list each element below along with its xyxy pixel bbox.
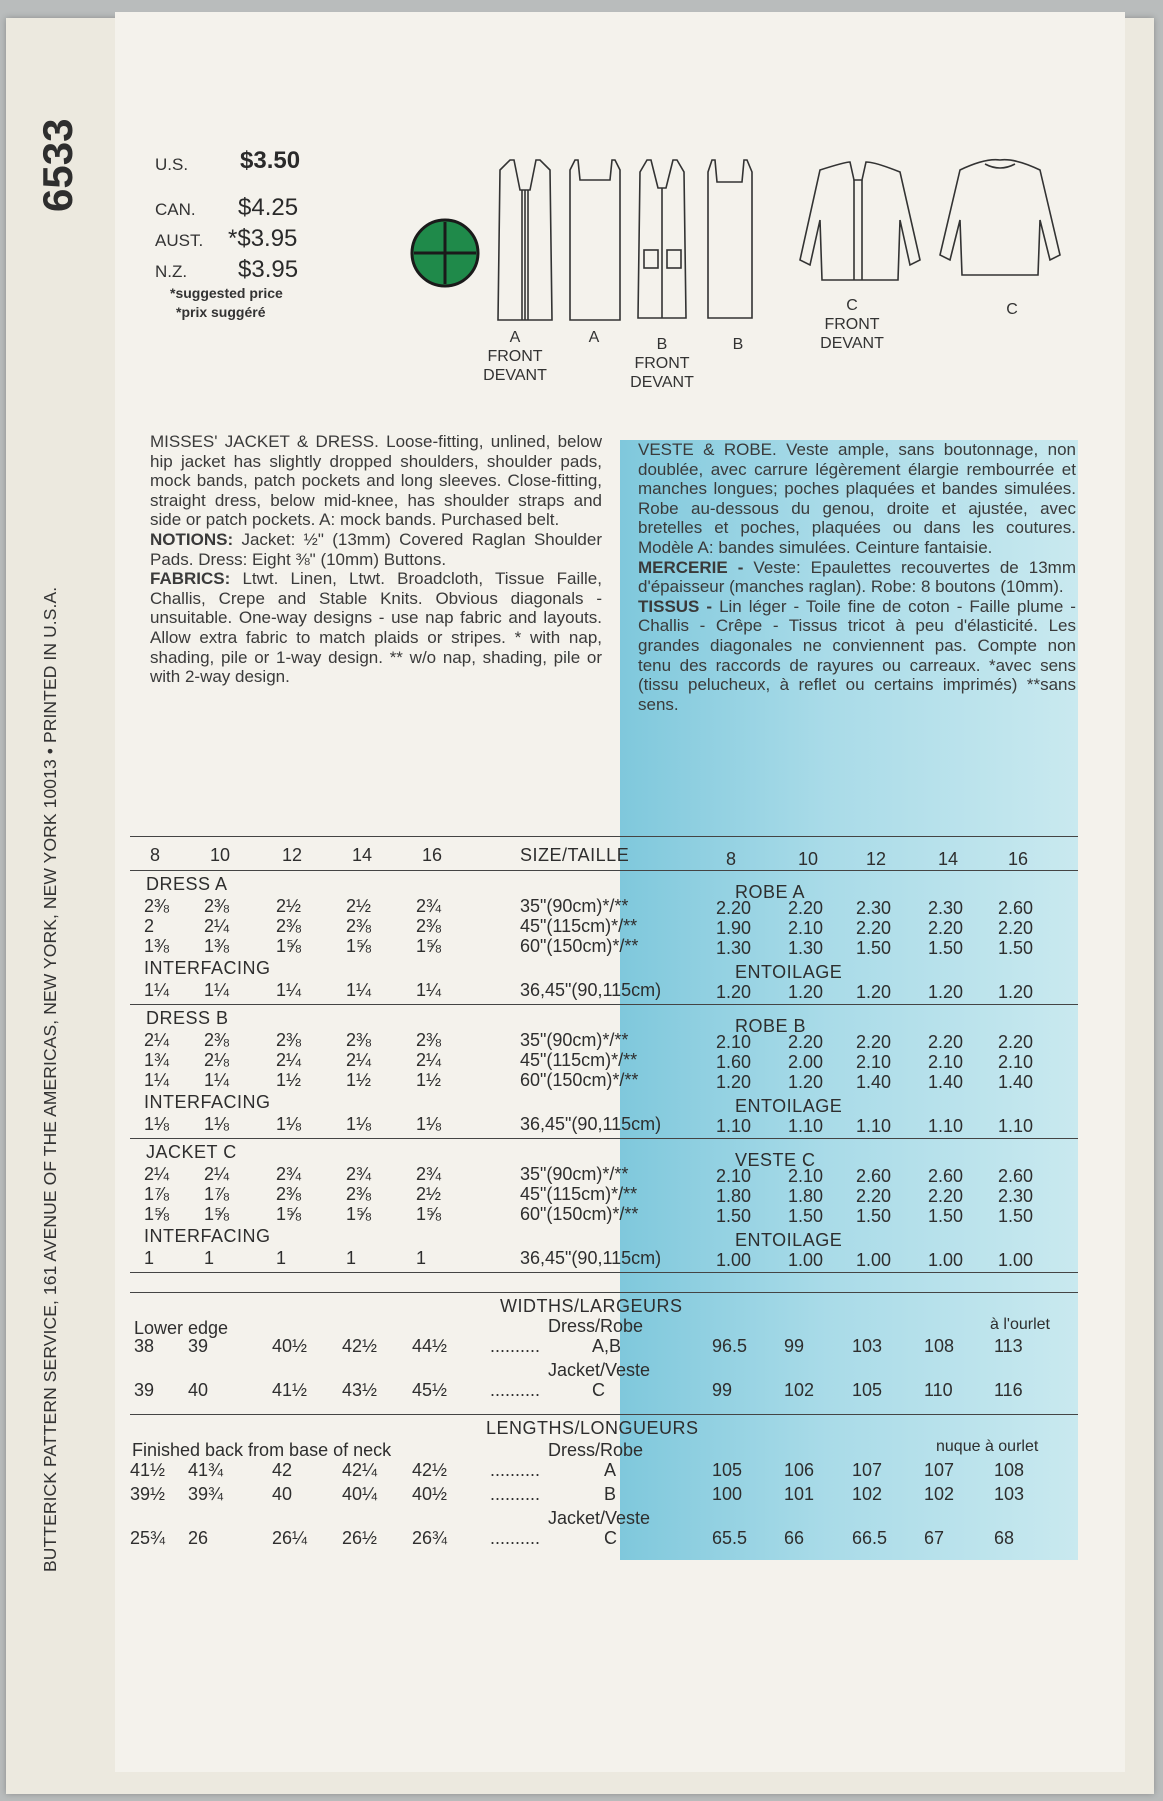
yardage-metric-cell: 1.50 [998, 1206, 1034, 1226]
yardage-imperial-cell: 2¾ [416, 1164, 442, 1184]
widths-metric-cell: 113 [994, 1336, 1023, 1356]
yardage-imperial-cell: 1⅞ [204, 1184, 230, 1204]
price-value-can: $4.25 [238, 194, 299, 221]
lengths-metric-cell: 103 [994, 1484, 1025, 1504]
yardage-imperial-cell: 2⅜ [276, 1030, 302, 1050]
dress-b-back-drawing [708, 160, 752, 318]
widths-left-note: Lower edge [134, 1318, 229, 1338]
section-label-fr: ROBE A [735, 882, 806, 902]
widths-metric-cell: 99 [712, 1380, 733, 1400]
yardage-imperial-cell: 2¼ [204, 1164, 230, 1184]
yardage-imperial-cell: 2⅛ [204, 1050, 230, 1070]
interfacing-imperial-cell: 1¼ [416, 980, 442, 1000]
yardage-metric-cell: 2.20 [856, 1032, 892, 1052]
interfacing-metric-cell: 1.00 [856, 1250, 892, 1270]
yardage-imperial-cell: 2¼ [416, 1050, 442, 1070]
widths-imperial-cell: 43½ [342, 1380, 378, 1400]
lengths-imperial-cell: 41½ [130, 1460, 166, 1480]
leader-dots: .......... [490, 1528, 541, 1548]
dress-b-front-drawing [638, 160, 686, 318]
yardage-imperial-cell: 1⅝ [204, 1204, 230, 1224]
section-label-fr: VESTE C [735, 1150, 816, 1170]
description-en-body: Loose-fitting, unlined, below hip jacket has slightly dropped shoulders, shoulder pads, mock bands, patch pockets and long sleeves. Close-fitting, straight dress, below mid-knee, has shoulder straps and side or patch pockets. A: mock bands. Purchased belt. [150, 432, 602, 530]
lengths-metric-cell: 105 [712, 1460, 743, 1480]
yardage-imperial-cell: 2⅜ [276, 1184, 302, 1204]
interfacing-imperial-cell: 1¼ [144, 980, 170, 1000]
yardage-metric-cell: 2.60 [998, 1166, 1034, 1186]
yardage-metric-cell: 1.30 [716, 938, 752, 958]
yardage-metric-cell: 2.10 [788, 918, 824, 938]
yardage-metric-cell: 2.10 [788, 1166, 824, 1186]
yardage-imperial-cell: 2¾ [276, 1164, 302, 1184]
lengths-metric-cell: 108 [994, 1460, 1025, 1480]
interfacing-metric-cell: 1.00 [716, 1250, 752, 1270]
section-divider [130, 1004, 1078, 1005]
size-header-metric: 10 [798, 849, 819, 869]
yardage-imperial-cell: 2¾ [416, 896, 442, 916]
yardage-metric-cell: 2.20 [998, 1032, 1034, 1052]
yardage-metric-cell: 1.50 [928, 1206, 964, 1226]
yardage-metric-cell: 2.20 [928, 1032, 964, 1052]
interfacing-label-fr: ENTOILAGE [735, 1230, 843, 1250]
yardage-imperial-cell: 1⅝ [276, 1204, 302, 1224]
widths-metric-cell: 105 [852, 1380, 883, 1400]
interfacing-metric-cell: 1.10 [928, 1116, 964, 1136]
lengths-top-rule [130, 1414, 1078, 1415]
lengths-metric-cell: 100 [712, 1484, 743, 1504]
section-divider [130, 1272, 1078, 1273]
yardage-imperial-cell: 2¾ [346, 1164, 372, 1184]
description-fr-title: VESTE & ROBE. [638, 440, 777, 459]
lengths-imperial-cell: 26 [188, 1528, 209, 1548]
interfacing-label-fr: ENTOILAGE [735, 1096, 843, 1116]
interfacing-metric-cell: 1.20 [716, 982, 752, 1002]
price-label-us: U.S. [155, 155, 189, 174]
interfacing-label-en: INTERFACING [144, 958, 271, 978]
yardage-imperial-cell: 1¼ [204, 1070, 230, 1090]
spine-address: BUTTERICK PATTERN SERVICE, 161 AVENUE OF THE AMERICAS, NEW YORK, NEW YORK 10013 • PRINTED IN U.S.A. [40, 586, 60, 1572]
yardage-metric-cell: 1.40 [856, 1072, 892, 1092]
yardage-imperial-cell: 2⅜ [204, 1030, 230, 1050]
yardage-imperial-cell: 1¼ [144, 1070, 170, 1090]
interfacing-metric-cell: 1.00 [998, 1250, 1034, 1270]
lengths-imperial-cell: 41¾ [188, 1460, 224, 1480]
price-value-aust: *$3.95 [228, 225, 298, 252]
yardage-imperial-cell: 2¼ [144, 1164, 170, 1184]
lengths-imperial-cell: 25¾ [130, 1528, 166, 1548]
description-en-title: MISSES' JACKET & DRESS. [150, 432, 379, 451]
lengths-metric-cell: 66 [784, 1528, 805, 1548]
widths-metric-cell: 116 [994, 1380, 1023, 1400]
fabric-width-cell: 60"(150cm)*/** [520, 1204, 639, 1224]
interfacing-imperial-cell: 1¼ [204, 980, 230, 1000]
widths-group-label: Jacket/Veste [548, 1360, 651, 1380]
size-header-imperial: 14 [352, 845, 373, 865]
fabric-width-cell: 45"(115cm)*/** [520, 1184, 638, 1204]
lengths-metric-cell: 101 [784, 1484, 815, 1504]
yardage-metric-cell: 1.40 [998, 1072, 1034, 1092]
lengths-view-cell: C [604, 1528, 617, 1548]
yardage-metric-cell: 1.50 [928, 938, 964, 958]
yardage-imperial-cell: 2¼ [144, 1030, 170, 1050]
yardage-top-rule [130, 836, 1078, 837]
section-label-en: JACKET C [146, 1142, 237, 1162]
widths-view-cell: A,B [592, 1336, 622, 1356]
yardage-imperial-cell: 1⅜ [144, 936, 170, 956]
interfacing-imperial-cell: 1 [276, 1248, 287, 1268]
yardage-metric-cell: 1.50 [716, 1206, 752, 1226]
yardage-metric-cell: 1.60 [716, 1052, 752, 1072]
interfacing-imperial-cell: 1⅛ [416, 1114, 442, 1134]
yardage-imperial-cell: 1⅜ [204, 936, 230, 956]
lengths-imperial-cell: 40½ [412, 1484, 448, 1504]
interfacing-metric-cell: 1.20 [998, 982, 1034, 1002]
widths-metric-cell: 110 [924, 1380, 953, 1400]
leader-dots: .......... [490, 1336, 541, 1356]
interfacing-metric-cell: 1.10 [856, 1116, 892, 1136]
size-header-metric: 16 [1008, 849, 1029, 869]
interfacing-fabric-cell: 36,45"(90,115cm) [520, 1114, 662, 1134]
tissus-text: Lin léger - Toile fine de coton - Faille plume - Challis - Crêpe - Tissus tricot à peu d'élasticité. Les grandes diagonales ne conviennent pas. Compte non tenu des raccords de rayures ou carreaux. *avec sens (tissu pelucheux, à reflet ou certains imprimés) **sans sens. [638, 596, 1076, 714]
lengths-metric-cell: 102 [852, 1484, 883, 1504]
interfacing-fabric-cell: 36,45"(90,115cm) [520, 980, 662, 1000]
lengths-imperial-cell: 42¼ [342, 1460, 378, 1480]
mercerie-label: MERCERIE - [638, 557, 744, 577]
interfacing-metric-cell: 1.10 [998, 1116, 1034, 1136]
lengths-metric-cell: 66.5 [852, 1528, 888, 1548]
interfacing-imperial-cell: 1 [144, 1248, 155, 1268]
lengths-imperial-cell: 39½ [130, 1484, 166, 1504]
widths-imperial-cell: 44½ [412, 1336, 448, 1356]
lengths-metric-cell: 65.5 [712, 1528, 748, 1548]
yardage-metric-cell: 1.50 [856, 938, 892, 958]
lengths-metric-cell: 107 [852, 1460, 883, 1480]
leader-dots: .......... [490, 1380, 541, 1400]
fabric-width-cell: 35"(90cm)*/** [520, 1030, 629, 1050]
yardage-metric-cell: 2.60 [856, 1166, 892, 1186]
widths-imperial-cell: 40½ [272, 1336, 308, 1356]
lengths-left-note: Finished back from base of neck [132, 1440, 392, 1460]
yardage-imperial-cell: 2⅜ [276, 916, 302, 936]
interfacing-label-fr: ENTOILAGE [735, 962, 843, 982]
price-label-nz: N.Z. [155, 262, 188, 281]
description-fr-body: Veste ample, sans boutonnage, non doublée, avec carrure légèrement élargie rembourrée et manches longues; poches plaquées et bandes simulées. Robe au-dessous du genou, droite et ajustée, avec bretelles et poches, plaquées ou dans les coutures. Modèle A: bandes simulées. Ceinture fantaisie. [638, 440, 1076, 557]
yardage-metric-cell: 2.30 [998, 1186, 1034, 1206]
yardage-imperial-cell: 1⅞ [144, 1184, 170, 1204]
yardage-imperial-cell: 2½ [276, 896, 302, 916]
yardage-metric-cell: 1.80 [788, 1186, 824, 1206]
yardage-imperial-cell: 1½ [276, 1070, 302, 1090]
fabric-width-cell: 45"(115cm)*/** [520, 1050, 638, 1070]
interfacing-metric-cell: 1.10 [716, 1116, 752, 1136]
lengths-imperial-cell: 26¼ [272, 1528, 308, 1548]
lengths-group-label: Jacket/Veste [548, 1508, 651, 1528]
widths-imperial-cell: 40 [188, 1380, 209, 1400]
yardage-imperial-cell: 2⅜ [416, 916, 442, 936]
leader-dots: .......... [490, 1460, 541, 1480]
jacket-c-front-drawing [800, 162, 920, 280]
lengths-imperial-cell: 26½ [342, 1528, 378, 1548]
lengths-metric-cell: 102 [924, 1484, 955, 1504]
widths-metric-cell: 96.5 [712, 1336, 748, 1356]
widths-right-note: à l'ourlet [990, 1316, 1050, 1333]
lengths-group-label: Dress/Robe [548, 1440, 644, 1460]
yardage-metric-cell: 2.60 [928, 1166, 964, 1186]
price-label-can: CAN. [155, 200, 196, 219]
widths-metric-cell: 102 [784, 1380, 815, 1400]
size-header-imperial: 10 [210, 845, 231, 865]
interfacing-metric-cell: 1.20 [788, 982, 824, 1002]
yardage-metric-cell: 2.20 [928, 918, 964, 938]
fabric-width-cell: 45"(115cm)*/** [520, 916, 638, 936]
lengths-imperial-cell: 42½ [412, 1460, 448, 1480]
description-english [150, 432, 602, 687]
interfacing-imperial-cell: 1⅛ [276, 1114, 302, 1134]
lengths-title: LENGTHS/LONGUEURS [486, 1418, 699, 1438]
yardage-header-rule [130, 870, 1078, 871]
fabrics-text: Ltwt. Linen, Ltwt. Broadcloth, Tissue Faille, Challis, Crepe and Stable Knits. Obvious diagonals - unsuitable. One-way designs - use nap fabric and layouts. Allow extra fabric to match plaids or stripes. * with nap, shading, pile or 1-way design. ** w/o nap, shading, pile or with 2-way design. [150, 569, 602, 687]
lengths-view-cell: B [604, 1484, 617, 1504]
fabric-width-cell: 35"(90cm)*/** [520, 896, 629, 916]
yardage-metric-cell: 2.60 [998, 898, 1034, 918]
interfacing-imperial-cell: 1 [416, 1248, 427, 1268]
yardage-metric-cell: 2.20 [928, 1186, 964, 1206]
yardage-imperial-cell: 1⅝ [416, 1204, 442, 1224]
yardage-imperial-cell: 1⅝ [276, 936, 302, 956]
yardage-imperial-cell: 2¼ [276, 1050, 302, 1070]
yardage-imperial-cell: 2⅜ [346, 1030, 372, 1050]
garment-illustrations [480, 150, 1080, 400]
size-header-metric: 14 [938, 849, 959, 869]
yardage-imperial-cell: 2¼ [346, 1050, 372, 1070]
interfacing-imperial-cell: 1¼ [276, 980, 302, 1000]
size-header-imperial: 16 [422, 845, 443, 865]
yardage-imperial-cell: 2⅜ [144, 896, 170, 916]
yardage-metric-cell: 2.10 [716, 1166, 752, 1186]
yardage-imperial-cell: 2⅜ [416, 1030, 442, 1050]
interfacing-label-en: INTERFACING [144, 1226, 271, 1246]
yardage-metric-cell: 2.10 [716, 1032, 752, 1052]
mercerie-text: Veste: Epaulettes recouvertes de 13mm d'épaisseur (manches raglan). Robe: 8 boutons (10mm). [638, 557, 1076, 597]
yardage-metric-cell: 2.20 [856, 918, 892, 938]
yardage-imperial-cell: 1⅝ [346, 936, 372, 956]
lengths-metric-cell: 68 [994, 1528, 1015, 1548]
yardage-imperial-cell: 1½ [416, 1070, 442, 1090]
section-label-en: DRESS A [146, 874, 228, 894]
price-note-en: *suggested price [170, 285, 283, 301]
price-value-nz: $3.95 [238, 256, 299, 283]
interfacing-imperial-cell: 1¼ [346, 980, 372, 1000]
widths-imperial-cell: 39 [188, 1336, 209, 1356]
yardage-imperial-cell: 2½ [416, 1184, 442, 1204]
widths-metric-cell: 108 [924, 1336, 955, 1356]
price-label-aust: AUST. [155, 231, 204, 250]
yardage-metric-cell: 2.00 [788, 1052, 824, 1072]
description-french [638, 440, 1076, 714]
interfacing-imperial-cell: 1⅛ [204, 1114, 230, 1134]
yardage-imperial-cell: 2 [144, 916, 155, 936]
spine-pattern-number: 6533 [34, 118, 81, 212]
size-header-label: SIZE/TAILLE [520, 845, 630, 865]
size-header-metric: 12 [866, 849, 887, 869]
illus-label-b-back: B [732, 336, 744, 353]
widths-imperial-cell: 41½ [272, 1380, 308, 1400]
interfacing-metric-cell: 1.20 [928, 982, 964, 1002]
size-header-imperial: 12 [282, 845, 303, 865]
lengths-imperial-cell: 42 [272, 1460, 293, 1480]
easy-badge-icon [410, 218, 480, 288]
widths-imperial-cell: 45½ [412, 1380, 448, 1400]
yardage-imperial-cell: 2⅜ [346, 1184, 372, 1204]
yardage-metric-cell: 1.50 [788, 1206, 824, 1226]
yardage-metric-cell: 2.10 [998, 1052, 1034, 1072]
yardage-metric-cell: 1.50 [856, 1206, 892, 1226]
yardage-metric-cell: 2.20 [856, 1186, 892, 1206]
fabrics-label: FABRICS: [150, 569, 231, 589]
lengths-imperial-cell: 26¾ [412, 1528, 448, 1548]
lengths-right-note: nuque à ourlet [936, 1438, 1039, 1455]
section-label-en: DRESS B [146, 1008, 229, 1028]
jacket-c-back-drawing [940, 160, 1060, 275]
fabric-width-cell: 35"(90cm)*/** [520, 1164, 629, 1184]
yardage-metric-cell: 2.20 [998, 918, 1034, 938]
illus-label-a-back: A [588, 329, 600, 346]
yardage-imperial-cell: 2⅜ [204, 896, 230, 916]
yardage-metric-cell: 1.20 [788, 1072, 824, 1092]
yardage-metric-cell: 1.40 [928, 1072, 964, 1092]
tissus-label: TISSUS - [638, 596, 713, 616]
dress-a-back-drawing [570, 160, 620, 320]
widths-top-rule [130, 1292, 1078, 1293]
illus-label-c-back: C [1006, 301, 1018, 318]
yardage-metric-cell: 1.30 [788, 938, 824, 958]
yardage-imperial-cell: 2⅜ [346, 916, 372, 936]
interfacing-fabric-cell: 36,45"(90,115cm) [520, 1248, 662, 1268]
lengths-imperial-cell: 40¼ [342, 1484, 378, 1504]
illus-label-a-front: A FRONT DEVANT [483, 329, 547, 384]
interfacing-metric-cell: 1.00 [788, 1250, 824, 1270]
notions-text: Jacket: ½" (13mm) Covered Raglan Shoulder Pads. Dress: Eight ⅜" (10mm) Buttons. [150, 529, 602, 569]
yardage-metric-cell: 2.30 [928, 898, 964, 918]
lengths-metric-cell: 67 [924, 1528, 945, 1548]
interfacing-imperial-cell: 1 [346, 1248, 357, 1268]
yardage-metric-cell: 2.20 [788, 898, 824, 918]
size-header-metric: 8 [726, 849, 737, 869]
dress-a-front-drawing [498, 160, 552, 320]
widths-metric-cell: 99 [784, 1336, 805, 1356]
interfacing-imperial-cell: 1⅛ [346, 1114, 372, 1134]
price-value-us: $3.50 [240, 147, 301, 174]
yardage-metric-cell: 2.20 [716, 898, 752, 918]
lengths-view-cell: A [604, 1460, 617, 1480]
interfacing-imperial-cell: 1 [204, 1248, 215, 1268]
yardage-imperial-cell: 2¼ [204, 916, 230, 936]
yardage-imperial-cell: 1⅝ [144, 1204, 170, 1224]
interfacing-label-en: INTERFACING [144, 1092, 271, 1112]
lengths-imperial-cell: 39¾ [188, 1484, 224, 1504]
yardage-imperial-cell: 1⅝ [346, 1204, 372, 1224]
widths-metric-cell: 103 [852, 1336, 883, 1356]
widths-group-label: Dress/Robe [548, 1316, 644, 1336]
notions-label: NOTIONS: [150, 529, 234, 549]
interfacing-metric-cell: 1.00 [928, 1250, 964, 1270]
widths-view-cell: C [592, 1380, 605, 1400]
widths-imperial-cell: 38 [134, 1336, 155, 1356]
section-label-fr: ROBE B [735, 1016, 807, 1036]
widths-title: WIDTHS/LARGEURS [500, 1296, 683, 1316]
fabric-width-cell: 60"(150cm)*/** [520, 936, 639, 956]
yardage-metric-cell: 1.90 [716, 918, 752, 938]
section-divider [130, 1138, 1078, 1139]
lengths-metric-cell: 107 [924, 1460, 955, 1480]
illus-label-b-front: B FRONT DEVANT [630, 336, 694, 391]
lengths-imperial-cell: 40 [272, 1484, 293, 1504]
size-header-imperial: 8 [150, 845, 161, 865]
yardage-metric-cell: 1.80 [716, 1186, 752, 1206]
interfacing-imperial-cell: 1⅛ [144, 1114, 170, 1134]
yardage-metric-cell: 2.30 [856, 898, 892, 918]
yardage-metric-cell: 2.10 [928, 1052, 964, 1072]
yardage-imperial-cell: 1½ [346, 1070, 372, 1090]
leader-dots: .......... [490, 1484, 541, 1504]
interfacing-metric-cell: 1.20 [856, 982, 892, 1002]
widths-imperial-cell: 39 [134, 1380, 155, 1400]
fabric-width-cell: 60"(150cm)*/** [520, 1070, 639, 1090]
lengths-metric-cell: 106 [784, 1460, 815, 1480]
yardage-imperial-cell: 2½ [346, 896, 372, 916]
yardage-metric-cell: 2.20 [788, 1032, 824, 1052]
yardage-metric-cell: 1.20 [716, 1072, 752, 1092]
widths-imperial-cell: 42½ [342, 1336, 378, 1356]
yardage-metric-cell: 2.10 [856, 1052, 892, 1072]
price-note-fr: *prix suggéré [176, 304, 266, 320]
interfacing-metric-cell: 1.10 [788, 1116, 824, 1136]
yardage-metric-cell: 1.50 [998, 938, 1034, 958]
yardage-imperial-cell: 1⅝ [416, 936, 442, 956]
illus-label-c-front: C FRONT DEVANT [820, 297, 884, 352]
yardage-imperial-cell: 1¾ [144, 1050, 170, 1070]
